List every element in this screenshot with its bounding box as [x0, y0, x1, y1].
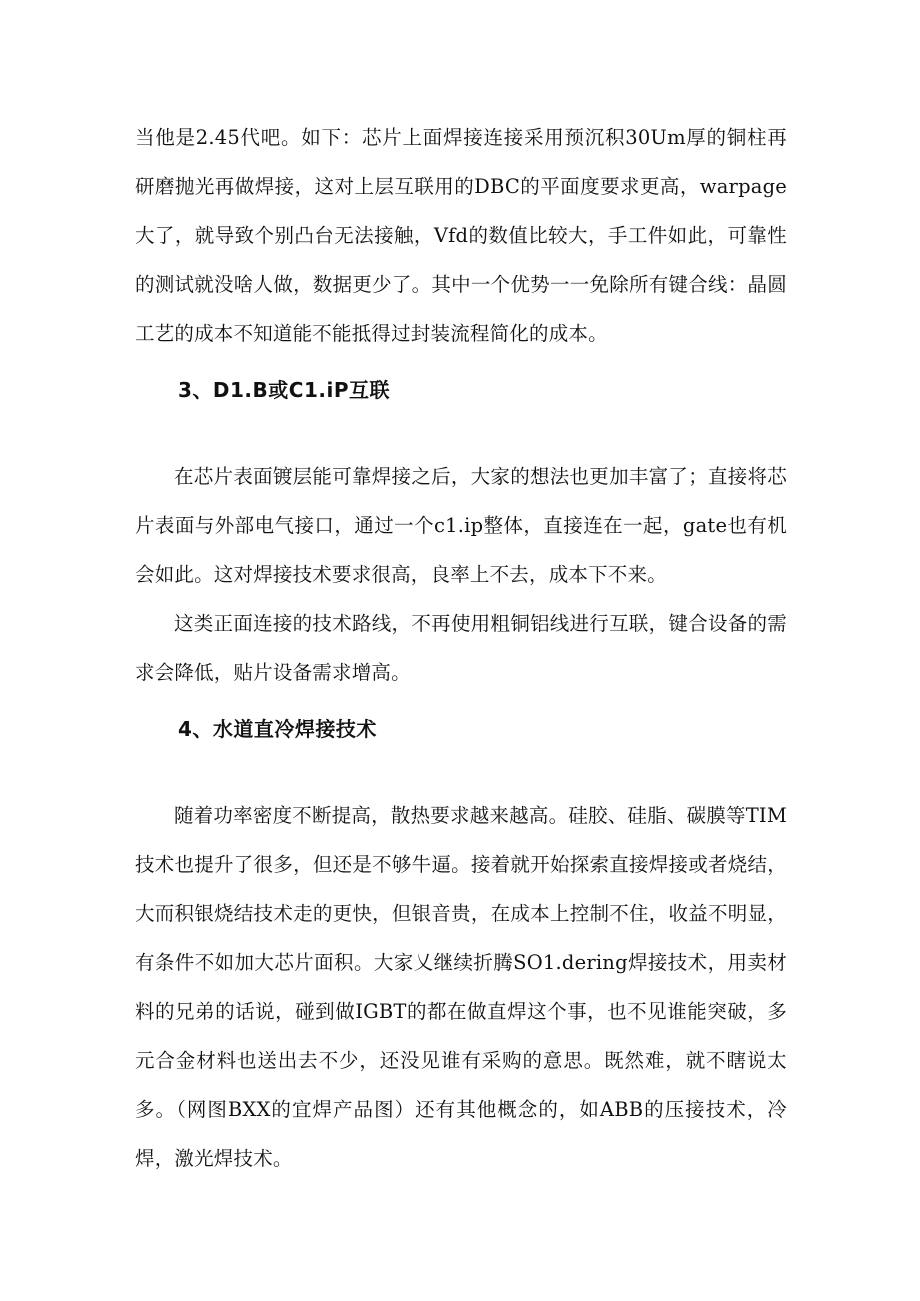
paragraph-front-connection: 这类正面连接的技术路线，不再使用粗铜铝线进行互联，键合设备的需求会降低，贴片设备需求增高。 [135, 612, 787, 684]
section-heading-3: 3、D1.B或C1.iP互联 [178, 378, 390, 402]
section-heading-4: 4、水道直冷焊接技术 [178, 717, 377, 741]
paragraph-continuation: 当他是2.45代吧。如下：芯片上面焊接连接采用预沉积30Um厚的铜柱再研磨抛光再做焊接，这对上层互联用的DBC的平面度要求更高，warpage大了，就导致个别凸台无法接触，Vfd的数值比较大，手工件如此，可靠性的测试就没啥人做，数据更少了。其中一个优势一一免除所有键合线：晶圆工艺的成本不知道能不能抵得过封装流程简化的成本。 [135, 126, 787, 345]
paragraph-clip-interconnect: 在芯片表面镀层能可靠焊接之后，大家的想法也更加丰富了；直接将芯片表面与外部电气接口，通过一个c1.ip整体，直接连在一起，gate也有机会如此。这对焊接技术要求很高，良率上不去，成本下不来。 [135, 465, 787, 586]
paragraph-direct-cooling: 随着功率密度不断提高，散热要求越来越高。硅胶、硅脂、碳膜等TIM技术也提升了很多，但还是不够牛逼。接着就开始探索直接焊接或者烧结，大而积银烧结技术走的更快，但银音贵，在成本上控制不住，收益不明显，有条件不如加大芯片面积。大家乂继续折腾SO1.dering焊接技术，用卖材料的兄弟的话说，碰到做IGBT的都在做直焊这个事，也不见谁能突破，多元合金材料也送出去不少，还没见谁有采购的意思。既然难，就不瞎说太多。（网图BXX的宜焊产品图）还有其他概念的，如ABB的压接技术，冷焊，激光焊技术。 [135, 804, 787, 1170]
